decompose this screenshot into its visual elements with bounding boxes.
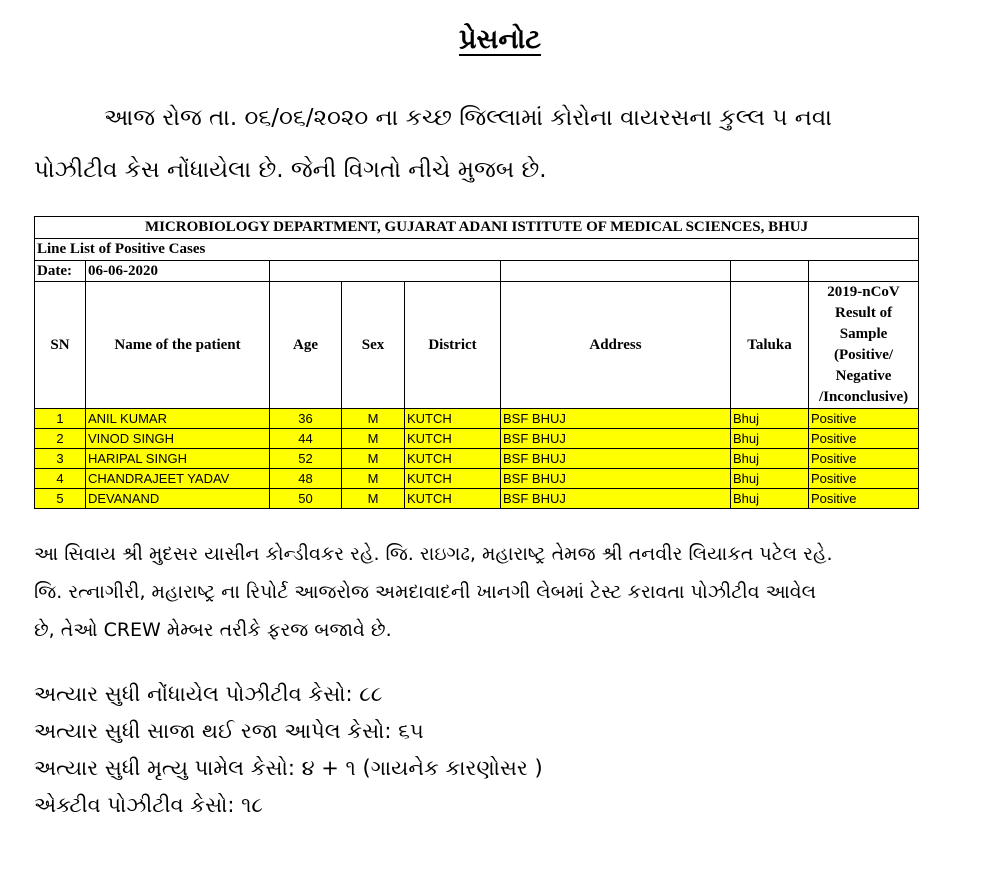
intro-line-1: આજ રોજ તા. ૦૬/૦૬/૨૦૨૦ ના કચ્છ જિલ્લામાં કોરોના વાયરસના કુલ્લ ૫ નવા	[104, 105, 832, 131]
cell-taluka: Bhuj	[731, 409, 809, 429]
cell-sex: M	[342, 409, 405, 429]
cell-sex: M	[342, 449, 405, 469]
table-row	[35, 409, 919, 429]
cell-district: KUTCH	[405, 429, 501, 449]
cell-result: Positive	[809, 489, 919, 509]
cell-taluka: Bhuj	[731, 489, 809, 509]
table-row	[35, 489, 919, 509]
empty-cell	[809, 261, 919, 282]
header-district: District	[405, 282, 501, 409]
page-title: પ્રેસનોટ	[459, 24, 541, 55]
cell-age: 50	[270, 489, 342, 509]
cell-district: KUTCH	[405, 489, 501, 509]
additional-info-paragraph	[34, 535, 934, 649]
header-result: 2019-nCoV Result of Sample (Positive/ Negative /Inconclusive)	[809, 282, 919, 409]
table-row	[35, 449, 919, 469]
table-row	[35, 429, 919, 449]
header-sn: SN	[35, 282, 86, 409]
case-statistics	[34, 676, 934, 824]
cell-name: DEVANAND	[86, 489, 270, 509]
table-subtitle: Line List of Positive Cases	[35, 239, 919, 261]
header-address: Address	[501, 282, 731, 409]
date-value: 06-06-2020	[86, 261, 270, 282]
recovered-cases: અત્યાર સુધી સાજા થઈ રજા આપેલ કેસો: ૬૫	[34, 719, 424, 743]
cell-address: BSF BHUJ	[501, 489, 731, 509]
cell-age: 44	[270, 429, 342, 449]
death-cases: અત્યાર સુધી મૃત્યુ પામેલ કેસો: ૪ + ૧ (ગાયનેક કારણોસર )	[34, 756, 543, 780]
cell-taluka: Bhuj	[731, 469, 809, 489]
cell-sex: M	[342, 489, 405, 509]
cell-sn: 3	[35, 449, 86, 469]
cell-name: VINOD SINGH	[86, 429, 270, 449]
cell-taluka: Bhuj	[731, 429, 809, 449]
cell-address: BSF BHUJ	[501, 409, 731, 429]
intro-line-2: પોઝીટીવ કેસ નોંધાયેલા છે. જેની વિગતો નીચે મુજબ છે.	[34, 157, 547, 183]
cell-age: 36	[270, 409, 342, 429]
cell-address: BSF BHUJ	[501, 469, 731, 489]
empty-cell	[501, 261, 731, 282]
cell-address: BSF BHUJ	[501, 429, 731, 449]
active-cases: એક્ટીવ પોઝીટીવ કેસો: ૧૮	[34, 793, 263, 817]
date-label: Date:	[35, 261, 86, 282]
header-taluka: Taluka	[731, 282, 809, 409]
cell-district: KUTCH	[405, 449, 501, 469]
cell-name: CHANDRAJEET YADAV	[86, 469, 270, 489]
paragraph-line-3: છે, તેઓ CREW મેમ્બર તરીકે ફરજ બજાવે છે.	[34, 619, 392, 641]
cell-district: KUTCH	[405, 469, 501, 489]
header-sex: Sex	[342, 282, 405, 409]
cell-address: BSF BHUJ	[501, 449, 731, 469]
intro-text	[34, 92, 934, 196]
cell-result: Positive	[809, 469, 919, 489]
cell-taluka: Bhuj	[731, 449, 809, 469]
cell-age: 48	[270, 469, 342, 489]
empty-cell	[731, 261, 809, 282]
header-age: Age	[270, 282, 342, 409]
cell-result: Positive	[809, 429, 919, 449]
paragraph-line-1: આ સિવાય શ્રી મુદસર યાસીન કોન્ડીવકર રહે. જિ. રાઇગઢ, મહારાષ્ટ્ર તેમજ શ્રી તનવીર લિયાકત પટેલ રહે.	[34, 543, 833, 565]
cell-district: KUTCH	[405, 409, 501, 429]
cell-age: 52	[270, 449, 342, 469]
department-header: MICROBIOLOGY DEPARTMENT, GUJARAT ADANI ISTITUTE OF MEDICAL SCIENCES, BHUJ	[35, 217, 919, 239]
cell-result: Positive	[809, 409, 919, 429]
header-name: Name of the patient	[86, 282, 270, 409]
paragraph-line-2: જિ. રત્નાગીરી, મહારાષ્ટ્ર ના રિપોર્ટ આજરોજ અમદાવાદની ખાનગી લેબમાં ટેસ્ટ કરાવતા પોઝીટીવ આવેલ	[34, 581, 816, 603]
cell-name: ANIL KUMAR	[86, 409, 270, 429]
total-positive-cases: અત્યાર સુધી નોંધાયેલ પોઝીટીવ કેસો: ૮૮	[34, 682, 383, 706]
table-row	[35, 469, 919, 489]
cell-name: HARIPAL SINGH	[86, 449, 270, 469]
positive-cases-table	[34, 216, 919, 509]
cell-sex: M	[342, 429, 405, 449]
empty-cell	[270, 261, 501, 282]
cell-sex: M	[342, 469, 405, 489]
cell-sn: 5	[35, 489, 86, 509]
cell-result: Positive	[809, 449, 919, 469]
cell-sn: 1	[35, 409, 86, 429]
cell-sn: 4	[35, 469, 86, 489]
cell-sn: 2	[35, 429, 86, 449]
